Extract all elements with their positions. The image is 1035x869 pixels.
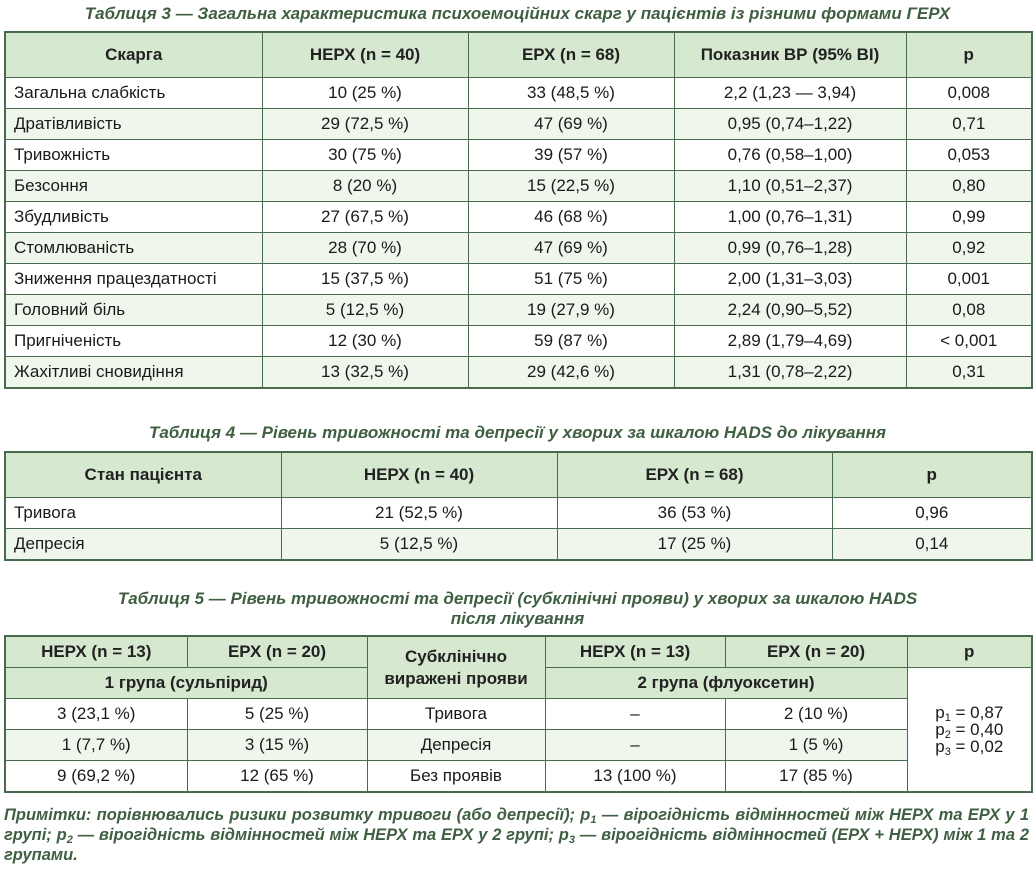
table-row: [5, 295, 1032, 326]
table-cell: 0,99: [906, 202, 1032, 233]
table-cell: 2,89 (1,79–4,69): [674, 326, 906, 357]
table5-cell: –: [545, 699, 725, 730]
table-row: [5, 357, 1032, 389]
table-cell: 1,00 (0,76–1,31): [674, 202, 906, 233]
table5-p1: $p_1 = 0,87$: [935, 703, 1004, 724]
row-label: Депресія: [5, 529, 281, 561]
table5-cell: 3 (23,1 %): [5, 699, 187, 730]
row-label: Пригніченість: [5, 326, 262, 357]
table5-cell: 1 (7,7 %): [5, 730, 187, 761]
row-label: Головний біль: [5, 295, 262, 326]
table-cell: 8 (20 %): [262, 171, 468, 202]
table-row: [5, 78, 1032, 109]
table-row: [5, 264, 1032, 295]
table-cell: 2,00 (1,31–3,03): [674, 264, 906, 295]
row-label: Тривожність: [5, 140, 262, 171]
table-row: [5, 761, 1032, 793]
table3-header-p: p: [906, 32, 1032, 78]
notes: Примітки: порівнювались ризики розвитку тривоги (або депресії); $p_1$ — вірогідність відмінностей між НЕРХ та ЕРХ у 1 групі; $p_2$ — вірогідність відмінностей між НЕРХ та ЕРХ у 2 групі; $p_3$ — вірогідність відмінностей (ЕРХ + НЕРХ) між 1 та 2 групами.: [4, 806, 1029, 864]
table5: [4, 635, 1033, 793]
table-cell: 17 (25 %): [557, 529, 832, 561]
table5-header-subclinical-line1: Субклінічно: [405, 646, 507, 666]
table-row: [5, 326, 1032, 357]
table-row: [5, 140, 1032, 171]
table4-header-row: [5, 452, 1032, 498]
table-cell: < 0,001: [906, 326, 1032, 357]
table4-header-p: p: [832, 452, 1032, 498]
table-cell: 0,76 (0,58–1,00): [674, 140, 906, 171]
table-cell: 51 (75 %): [468, 264, 674, 295]
table-cell: 19 (27,9 %): [468, 295, 674, 326]
table-cell: 2,24 (0,90–5,52): [674, 295, 906, 326]
table-cell: 1,10 (0,51–2,37): [674, 171, 906, 202]
table-cell: 0,71: [906, 109, 1032, 140]
table5-cell: Без проявів: [367, 761, 545, 793]
table5-header-subclinical: [367, 636, 545, 699]
table3-body: [5, 78, 1032, 389]
table5-header-p: p: [907, 636, 1032, 668]
table4: [4, 451, 1033, 561]
table-cell: 13 (32,5 %): [262, 357, 468, 389]
table-cell: 39 (57 %): [468, 140, 674, 171]
table5-header-erx-2: ЕРХ (n = 20): [725, 636, 907, 668]
table-cell: 46 (68 %): [468, 202, 674, 233]
table5-cell: 12 (65 %): [187, 761, 367, 793]
table3-caption: Таблиця 3 — Загальна характеристика психоемоційних скарг у пацієнтів із різними формами ГЕРХ: [84, 4, 951, 23]
row-label: Збудливість: [5, 202, 262, 233]
table5-cell: 5 (25 %): [187, 699, 367, 730]
table-cell: 47 (69 %): [468, 109, 674, 140]
table5-cell: 2 (10 %): [725, 699, 907, 730]
row-label: Дратівливість: [5, 109, 262, 140]
table4-header-nerx: НЕРХ (n = 40): [281, 452, 557, 498]
table-cell: 28 (70 %): [262, 233, 468, 264]
table5-p-values: [907, 668, 1032, 793]
table-cell: 0,008: [906, 78, 1032, 109]
row-label: Жахітливі сновидіння: [5, 357, 262, 389]
table-cell: 0,31: [906, 357, 1032, 389]
table5-caption-line1: Таблиця 5 — Рівень тривожності та депресії (субклінічні прояви) у хворих за шкалою HADS: [117, 589, 918, 608]
row-label: Стомлюваність: [5, 233, 262, 264]
table4-header-erx: ЕРХ (n = 68): [557, 452, 832, 498]
table5-cell: 17 (85 %): [725, 761, 907, 793]
table-cell: 0,96: [832, 498, 1032, 529]
table-cell: 5 (12,5 %): [281, 529, 557, 561]
table-row: [5, 529, 1032, 561]
table-cell: 1,31 (0,78–2,22): [674, 357, 906, 389]
table5-p3: $p_3 = 0,02$: [935, 737, 1004, 758]
table-cell: 36 (53 %): [557, 498, 832, 529]
row-label: Безсоння: [5, 171, 262, 202]
table4-caption: Таблиця 4 — Рівень тривожності та депресії у хворих за шкалою HADS до лікування: [148, 423, 887, 442]
table-cell: 29 (72,5 %): [262, 109, 468, 140]
table-cell: 21 (52,5 %): [281, 498, 557, 529]
table-cell: 15 (22,5 %): [468, 171, 674, 202]
table5-header-row: [5, 636, 1032, 668]
table5-header-erx-1: ЕРХ (n = 20): [187, 636, 367, 668]
table3-header-nerx: НЕРХ (n = 40): [262, 32, 468, 78]
table5-group1: 1 група (сульпірид): [5, 668, 367, 699]
table-cell: 33 (48,5 %): [468, 78, 674, 109]
table4-body: [5, 498, 1032, 561]
row-label: Зниження працездатності: [5, 264, 262, 295]
table-cell: 2,2 (1,23 — 3,94): [674, 78, 906, 109]
table5-p2: $p_2 = 0,40$: [935, 720, 1004, 741]
table5-cell: Тривога: [367, 699, 545, 730]
table-cell: 0,053: [906, 140, 1032, 171]
table-cell: 0,99 (0,76–1,28): [674, 233, 906, 264]
table5-group2: 2 група (флуоксетин): [545, 668, 907, 699]
table5-cell: –: [545, 730, 725, 761]
table3-header-row: [5, 32, 1032, 78]
table4-header-state: Стан пацієнта: [5, 452, 281, 498]
table-cell: 0,14: [832, 529, 1032, 561]
table5-cell: 9 (69,2 %): [5, 761, 187, 793]
row-label: Загальна слабкість: [5, 78, 262, 109]
table-cell: 59 (87 %): [468, 326, 674, 357]
table5-header-subclinical-line2: виражені прояви: [384, 668, 528, 688]
table-cell: 10 (25 %): [262, 78, 468, 109]
table-cell: 27 (67,5 %): [262, 202, 468, 233]
table-row: [5, 233, 1032, 264]
table-row: [5, 730, 1032, 761]
table-cell: 0,08: [906, 295, 1032, 326]
table3: [4, 31, 1033, 389]
table-cell: 5 (12,5 %): [262, 295, 468, 326]
table-cell: 0,80: [906, 171, 1032, 202]
table5-cell: Депресія: [367, 730, 545, 761]
table-row: [5, 699, 1032, 730]
table-cell: 12 (30 %): [262, 326, 468, 357]
row-label: Тривога: [5, 498, 281, 529]
table-row: [5, 171, 1032, 202]
table-row: [5, 498, 1032, 529]
table-cell: 47 (69 %): [468, 233, 674, 264]
table5-cell: 1 (5 %): [725, 730, 907, 761]
table3-header-erx: ЕРХ (n = 68): [468, 32, 674, 78]
table-cell: 15 (37,5 %): [262, 264, 468, 295]
table3-header-complaint: Скарга: [5, 32, 262, 78]
table5-header-nerx-1: НЕРХ (n = 13): [5, 636, 187, 668]
table-row: [5, 202, 1032, 233]
table-cell: 0,95 (0,74–1,22): [674, 109, 906, 140]
table-cell: 0,001: [906, 264, 1032, 295]
table5-header-nerx-2: НЕРХ (n = 13): [545, 636, 725, 668]
table-row: [5, 109, 1032, 140]
table5-cell: 13 (100 %): [545, 761, 725, 793]
table-cell: 29 (42,6 %): [468, 357, 674, 389]
table-cell: 0,92: [906, 233, 1032, 264]
table-cell: 30 (75 %): [262, 140, 468, 171]
table5-cell: 3 (15 %): [187, 730, 367, 761]
table5-caption-line2: після лікування: [450, 609, 585, 628]
table3-header-rr: Показник ВР (95% ВІ): [674, 32, 906, 78]
